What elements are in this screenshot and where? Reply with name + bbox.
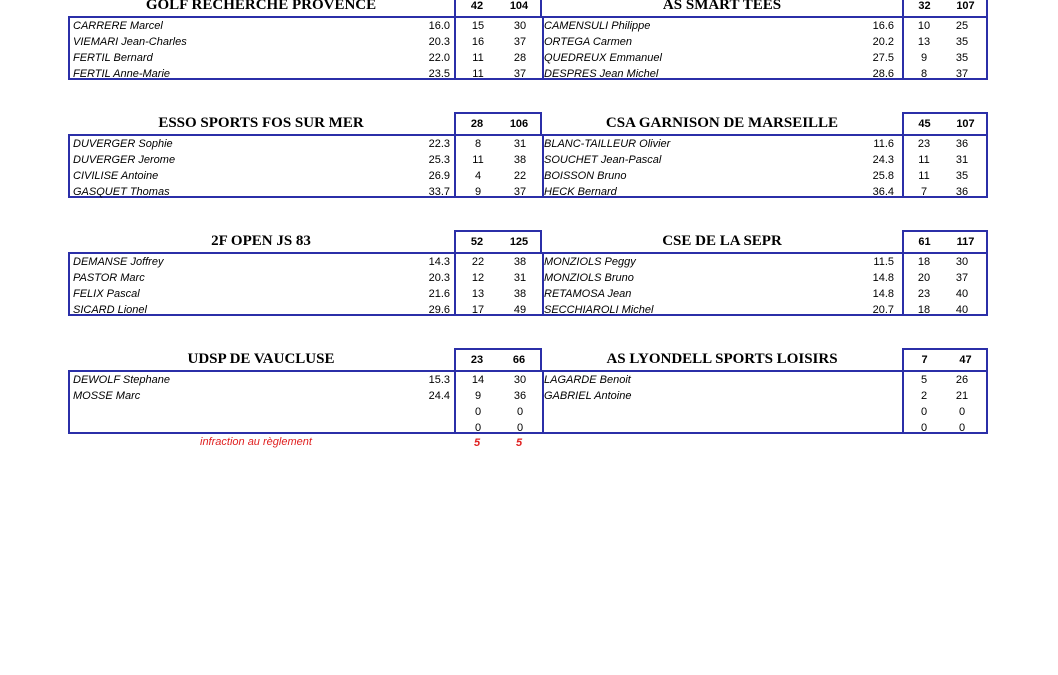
infraction-penalty-2: 5: [515, 437, 523, 449]
team-totals-left: 52 125: [454, 230, 542, 252]
table-row: DEMANSE Joffrey 14.3 22 38 MONZIOLS Peggy 11.5 18 30: [73, 256, 969, 268]
infraction-note: infraction au règlement: [200, 436, 312, 448]
team-totals-left: 23 66: [454, 348, 542, 370]
table-row: FELIX Pascal 21.6 13 38 RETAMOSA Jean 14.8 23 40: [73, 288, 969, 300]
team-totals-left: 42 104: [454, 0, 542, 16]
team-name-right: AS LYONDELL SPORTS LOISIRS: [606, 351, 838, 367]
infraction-penalty-1: 5: [473, 437, 481, 449]
table-row: GASQUET Thomas 33.7 9 37 HECK Bernard 36.4 7 36: [73, 186, 969, 198]
table-row: MOSSE Marc 24.4 9 36 GABRIEL Antoine 2 21: [73, 390, 969, 402]
score-grid: [68, 370, 988, 434]
table-row: VIEMARI Jean-Charles 20.3 16 37 ORTEGA Carmen 20.2 13 35: [73, 36, 969, 48]
team-name-right: CSE DE LA SEPR: [662, 233, 782, 249]
table-row: DUVERGER Sophie 22.3 8 31 BLANC-TAILLEUR Olivier 11.6 23 36: [73, 138, 969, 150]
table-row: DEWOLF Stephane 15.3 14 30 LAGARDE Benoit 5 26: [73, 374, 969, 386]
table-row: 0 0 0 0: [474, 406, 966, 418]
team-totals-right: 7 47: [902, 348, 988, 370]
team-totals-left: 28 106: [454, 112, 542, 134]
table-row: FERTIL Bernard 22.0 11 28 QUEDREUX Emmanuel 27.5 9 35: [73, 52, 969, 64]
team-totals-right: 45 107: [902, 112, 988, 134]
score-grid: [68, 134, 988, 198]
team-name-left: ESSO SPORTS FOS SUR MER: [158, 115, 364, 131]
team-name-left: 2F OPEN JS 83: [211, 233, 311, 249]
team-name-right: CSA GARNISON DE MARSEILLE: [605, 115, 839, 131]
team-totals-right: 61 117: [902, 230, 988, 252]
score-grid: [68, 252, 988, 316]
table-row: CARRERE Marcel 16.0 15 30 CAMENSULI Philippe 16.6 10 25: [73, 20, 969, 32]
table-row: PASTOR Marc 20.3 12 31 MONZIOLS Bruno 14.8 20 37: [73, 272, 969, 284]
table-row: 0 0 0 0: [474, 422, 966, 434]
team-totals-right: 32 107: [902, 0, 988, 16]
table-row: DUVERGER Jerome 25.3 11 38 SOUCHET Jean-Pascal 24.3 11 31: [73, 154, 969, 166]
team-name-left: GOLF RECHERCHE PROVENCE: [145, 0, 377, 13]
table-row: CIVILISE Antoine 26.9 4 22 BOISSON Bruno 25.8 11 35: [73, 170, 969, 182]
team-name-left: UDSP DE VAUCLUSE: [187, 351, 335, 367]
team-name-right: AS SMART TEES: [662, 0, 782, 13]
table-row: SICARD Lionel 29.6 17 49 SECCHIAROLI Michel 20.7 18 40: [73, 304, 969, 316]
score-grid: [68, 16, 988, 80]
table-row: FERTIL Anne-Marie 23.5 11 37 DESPRES Jean Michel 28.6 8 37: [73, 68, 969, 80]
